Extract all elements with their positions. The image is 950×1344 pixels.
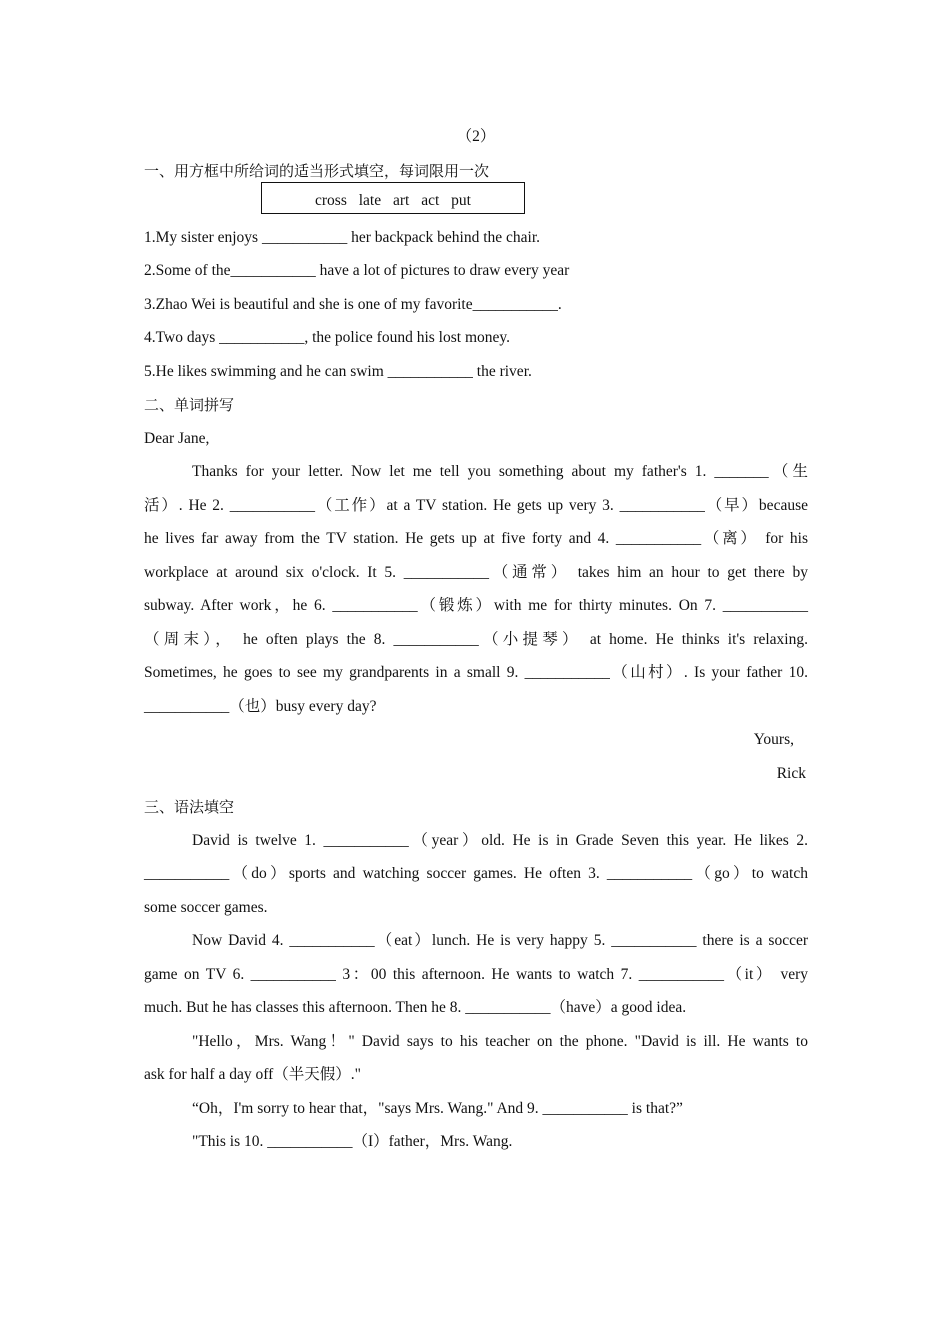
letter-signature: Rick [776, 765, 806, 782]
grammar-line-5: game on TV 6. ___________ 3：00 this afternoon. He wants to watch 7. ___________（it） very [144, 966, 808, 983]
letter-greeting: Dear Jane, [144, 430, 210, 447]
letter-line-6: （周末）， he often plays the 8. ___________（小提琴） at home. He thinks it's relaxing. [144, 631, 808, 648]
grammar-line-6: much. But he has classes this afternoon. Then he 8. ___________（have）a good idea. [144, 999, 687, 1016]
s1-item-5: 5.He likes swimming and he can swim ___________ the river. [144, 363, 532, 380]
s1-item-1: 1.My sister enjoys ___________ her backpack behind the chair. [144, 229, 541, 246]
section2-heading: 二、单词拼写 [144, 396, 235, 414]
grammar-line-3: some soccer games. [144, 899, 268, 916]
letter-line-7: Sometimes, he goes to see my grandparents in a small 9. ___________（山村）. Is your father 10. [144, 664, 808, 681]
grammar-line-1: David is twelve 1. ___________（year）old. He is in Grade Seven this year. He likes 2. [192, 832, 808, 849]
letter-line-3: he lives far away from the TV station. He gets up at five forty and 4. ___________（离） for his [144, 530, 808, 547]
word-box: cross late art act put [261, 182, 525, 214]
grammar-line-10: "This is 10. ___________（I）father，Mrs. Wang. [192, 1133, 513, 1150]
letter-line-4: workplace at around six o'clock. It 5. ___________（通常） takes him an hour to get there by [144, 564, 808, 581]
s1-item-2: 2.Some of the___________ have a lot of pictures to draw every year [144, 262, 570, 279]
letter-line-2: 活）. He 2. ___________（工作）at a TV station. He gets up very 3. ___________（早）because [144, 497, 808, 514]
section1-heading: 一、用方框中所给词的适当形式填空，每词限用一次 [144, 162, 490, 180]
grammar-line-2: ___________（do）sports and watching soccer games. He often 3. ___________（go）to watch [144, 865, 808, 882]
grammar-line-7: "Hello，Mrs. Wang！" David says to his teacher on the phone. "David is ill. He wants to [192, 1033, 808, 1050]
grammar-line-9: “Oh，I'm sorry to hear that，"says Mrs. Wang." And 9. ___________ is that?” [192, 1100, 683, 1117]
letter-line-5: subway. After work，he 6. ___________（锻炼）with me for thirty minutes. On 7. ___________ [144, 597, 808, 614]
letter-line-1: Thanks for your letter. Now let me tell you something about my father's 1. _______（生 [192, 463, 808, 480]
grammar-line-4: Now David 4. ___________（eat）lunch. He is very happy 5. ___________ there is a soccer [192, 932, 808, 949]
letter-closing: Yours, [753, 731, 794, 748]
letter-line-8: ___________（也）busy every day? [144, 698, 377, 715]
grammar-line-8: ask for half a day off（半天假）." [144, 1066, 361, 1083]
page-label: （2） [456, 128, 496, 145]
s1-item-4: 4.Two days ___________, the police found his lost money. [144, 329, 510, 346]
section3-heading: 三、语法填空 [144, 798, 235, 816]
s1-item-3: 3.Zhao Wei is beautiful and she is one of my favorite___________. [144, 296, 562, 313]
